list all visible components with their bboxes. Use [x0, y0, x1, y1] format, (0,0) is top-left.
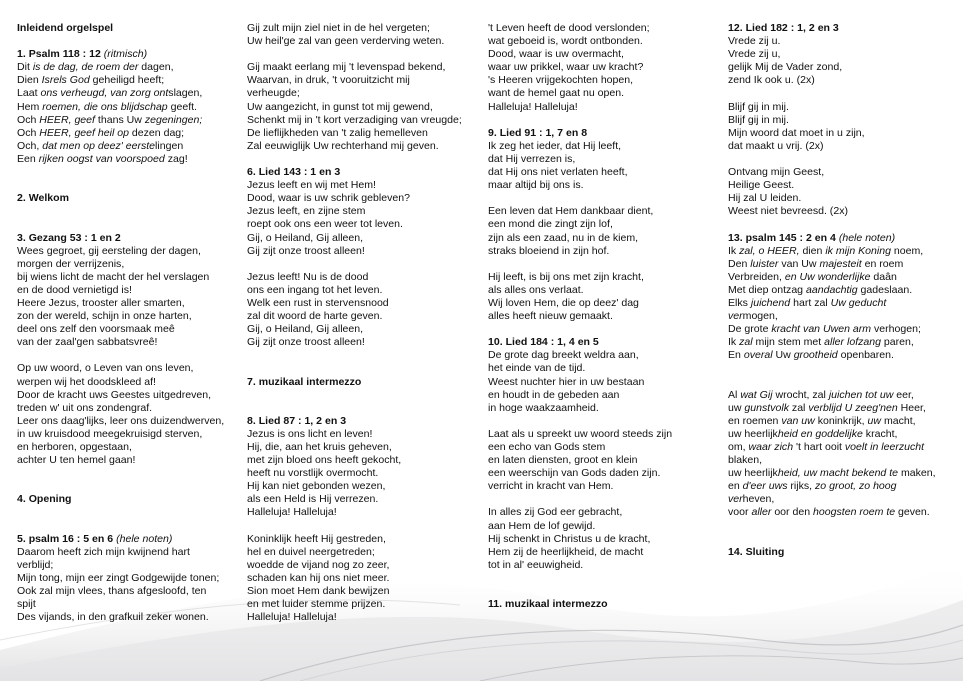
text-line: Koninklijk heeft Hij gestreden, [247, 532, 386, 545]
text-line [728, 480, 936, 493]
text-segment: Dien [17, 74, 42, 87]
text-line [728, 493, 936, 506]
blank-line [17, 166, 224, 179]
text-line: morgen der verrijzenis, [17, 257, 125, 270]
section-heading: 12. Lied 182 : 1, 2 en 3 [728, 22, 839, 34]
text-line: Halleluja! Halleluja! [247, 506, 337, 519]
text-segment: 5. psalm 16 : 5 en 6 [17, 532, 117, 545]
text-segment: kracht, [862, 427, 898, 440]
text-line: en met luider stemme prijzen. [247, 598, 386, 611]
text-line [17, 74, 224, 87]
italic-segment: zal, o HEER, [739, 244, 800, 257]
text-segment: geheiligd heeft; [89, 74, 165, 87]
blank-line [728, 153, 936, 166]
text-line: Weest nuchter hier in uw bestaan [488, 375, 645, 388]
text-line: want de hemel gaat nu open. [488, 87, 625, 100]
italic-segment: van uw [781, 414, 815, 427]
text-line: heeft nu vorstlijk overmocht. [247, 467, 379, 480]
text-line: en de dood vernietigd is! [17, 283, 132, 296]
text-segment: Ik [728, 244, 740, 257]
text-line: Gij zijt onze troost alleen! [247, 336, 365, 349]
text-line: Mijn woord dat moet in u zijn, [728, 126, 865, 139]
section-heading: 3. Gezang 53 : 1 en 2 [17, 231, 121, 244]
text-line: Mijn tong, mijn eer zingt Godgewijde tonen; [17, 571, 220, 584]
text-segment: geven. [895, 506, 930, 519]
text-segment: Och [17, 113, 40, 126]
text-line: Halleluja! Halleluja! [247, 611, 337, 624]
text-line: het einde van de tijd. [488, 362, 586, 375]
text-segment: Een [17, 152, 39, 165]
italic-segment: d'eer uws [742, 480, 788, 493]
text-segment: thans Uw [94, 113, 145, 126]
text-segment: Heer, [897, 401, 926, 414]
blank-line [488, 415, 672, 428]
text-line [17, 127, 224, 140]
italic-segment: rijken oogst van voorspoed [38, 152, 165, 165]
text-segment: en [728, 480, 743, 493]
text-segment: 13. psalm 145 : 2 en 4 [728, 231, 839, 244]
text-line: ons een ingang tot het leven. [247, 283, 383, 296]
text-line: hel en duivel neergetreden; [247, 545, 375, 558]
italic-segment: heid, uw macht bekend te [777, 467, 899, 480]
text-line: zijn als een zaad, nu in de kiem, [488, 231, 639, 244]
blank-line [247, 153, 462, 166]
text-line [17, 114, 224, 127]
italic-segment: ver [728, 493, 743, 506]
text-line: Ontvang mijn Geest, [728, 166, 825, 179]
text-segment: voor [728, 506, 752, 519]
text-line: verblijd; [17, 558, 54, 571]
blank-line [17, 205, 224, 218]
text-segment: uw heerlijk [728, 427, 778, 440]
text-line: Heilige Geest. [728, 179, 795, 192]
italic-segment: hoogsten roem te [813, 506, 896, 519]
blank-line [247, 349, 462, 362]
italic-segment: uw [867, 414, 882, 427]
text-line [728, 245, 936, 258]
text-segment: zal [788, 401, 809, 414]
text-line: straks bloeiend in zijn hof. [488, 244, 610, 257]
text-line: roept ook ons een weer tot leven. [247, 218, 403, 231]
text-line: blaken, [728, 454, 763, 467]
blank-line [488, 114, 672, 127]
text-segment: daân [870, 270, 897, 283]
text-segment: mogen, [742, 310, 778, 323]
text-line: Des vijands, in den grafkuil zeker wonen. [17, 611, 209, 624]
text-line: een weerschijn van Gods daden zijn. [488, 467, 661, 480]
text-segment: Ik [728, 336, 740, 349]
italic-segment: aller lofzang [824, 336, 881, 349]
blank-line [247, 389, 462, 402]
column-4 [728, 22, 936, 559]
text-line: een echo van Gods stem [488, 441, 606, 453]
text-line: Blijf gij in mij. [728, 113, 789, 126]
text-line [17, 533, 224, 546]
italic-segment: ik mijn Koning [825, 244, 891, 257]
text-segment: macht, [881, 414, 916, 427]
text-line: als alles ons verlaat. [488, 283, 584, 296]
column-1 [17, 22, 224, 624]
blank-line [17, 218, 224, 231]
text-line: tot in al' eeuwigheid. [488, 558, 584, 571]
blank-line [247, 48, 462, 61]
italic-segment: grootheid [793, 349, 838, 362]
text-segment: Uw [772, 349, 794, 362]
text-segment: Al [728, 388, 741, 401]
text-line: alles heeft nieuw gemaakt. [488, 310, 613, 323]
text-line: bij wiens licht de macht der hel verslagen [17, 270, 210, 283]
text-line [728, 310, 936, 323]
blank-line [17, 467, 224, 480]
italic-segment: is de dag, de roem der [32, 61, 139, 74]
section-heading: 2. Welkom [17, 192, 69, 205]
section-heading: 9. Lied 91 : 1, 7 en 8 [488, 126, 588, 139]
italic-segment: en Uw wonderlijke [784, 270, 871, 283]
blank-line [728, 218, 936, 231]
section-heading: 4. Opening [17, 493, 72, 506]
blank-line [488, 493, 672, 506]
blank-line [728, 362, 936, 375]
text-line [17, 101, 224, 114]
text-segment: rijks, [787, 480, 816, 493]
text-line: Daarom heeft zich mijn kwijnend hart [17, 545, 190, 558]
italic-segment: roemen, die ons blijdschap [42, 100, 168, 113]
text-line: Gij maakt eerlang mij 't levenspad bekend, [247, 61, 446, 74]
text-line: Jezus is ons licht en leven! [247, 427, 373, 440]
text-line: De lieflijkheden van 't zalig hemelleven [247, 126, 428, 139]
text-segment: Och [17, 126, 40, 139]
text-segment: hart zal [790, 296, 831, 309]
blank-line [488, 258, 672, 271]
text-segment: dezen dag; [128, 126, 185, 139]
blank-line [488, 192, 672, 205]
text-segment: geeft. [167, 100, 197, 113]
blank-line [17, 480, 224, 493]
italic-segment: Uw geducht [830, 296, 887, 309]
italic-segment: waar zich [748, 441, 794, 453]
italic-segment: luister [750, 257, 779, 270]
text-segment: Verbreiden, [728, 270, 785, 283]
blank-line [247, 520, 462, 533]
text-segment: De grote [728, 323, 772, 336]
text-line [17, 61, 224, 74]
blank-line [17, 506, 224, 519]
italic-segment: majesteit [819, 257, 862, 270]
text-line [728, 402, 936, 415]
italic-segment: HEER, geef heil op [39, 126, 129, 139]
text-line: Hij, die, aan het kruis geheven, [247, 441, 392, 453]
text-line: Op uw woord, o Leven van ons leven, [17, 362, 194, 375]
text-line [728, 506, 936, 519]
section-heading: 7. muzikaal intermezzo [247, 375, 362, 388]
text-segment: Den [728, 257, 751, 270]
section-heading: 10. Lied 184 : 1, 4 en 5 [488, 336, 599, 349]
text-line: aan Hem de lof gewijd. [488, 519, 596, 532]
section-heading: 14. Sluiting [728, 545, 785, 558]
text-line [728, 415, 936, 428]
text-line: Gij zult mijn ziel niet in de hel vergeten; [247, 22, 430, 34]
text-line: Door de kracht uws Geestes uitgedreven, [17, 388, 212, 401]
text-line: werpen wij het doodskleed af! [17, 375, 156, 388]
text-segment: paren, [881, 336, 914, 349]
text-line [728, 441, 936, 454]
text-line: spijt [17, 598, 36, 611]
text-line: Leer ons daag'lijks, leer ons duizendwerven, [17, 414, 225, 427]
text-line: Waarvan, in druk, 't vooruitzicht mij [247, 74, 410, 87]
text-segment: mijn stem met [752, 336, 825, 349]
text-line: deel ons zelf den voorsmaak meê [17, 323, 175, 336]
italic-segment: dat men op deez' eerste [42, 139, 156, 152]
text-segment: 't hart ooit [793, 441, 845, 453]
blank-line [247, 362, 462, 375]
text-line: Dood, waar is uw schrik gebleven? [247, 192, 410, 205]
section-heading: 8. Lied 87 : 1, 2 en 3 [247, 414, 347, 427]
text-line: maar altijd bij ons is. [488, 179, 584, 192]
italic-segment: aandachtig [805, 283, 858, 296]
text-line: Blijf gij in mij. [728, 100, 789, 113]
text-line: Uw heil'ge zal van geen verderving weten. [247, 35, 445, 48]
blank-line [488, 585, 672, 598]
section-heading: 11. muzikaal intermezzo [488, 598, 608, 611]
text-line: zon der wereld, schijn in onze harten, [17, 310, 192, 323]
text-segment: Dit [17, 61, 33, 74]
text-line [728, 428, 936, 441]
text-line [728, 232, 936, 245]
text-segment: slagen, [168, 87, 203, 100]
text-line: dat Hij ons niet verlaten heeft, [488, 166, 628, 179]
text-line: schaden kan hij ons niet meer. [247, 571, 390, 584]
text-line: Hij leeft, is bij ons met zijn kracht, [488, 270, 644, 283]
text-segment: verhogen; [871, 323, 921, 336]
text-line: Sion moet Hem dank bewijzen [247, 585, 390, 598]
italic-segment: juichend [750, 296, 791, 309]
text-segment: om, [728, 441, 749, 453]
blank-line [728, 533, 936, 546]
blank-line [247, 258, 462, 271]
text-line: Jezus leeft! Nu is de dood [247, 270, 369, 283]
text-line: Heere Jezus, trooster aller smarten, [17, 296, 185, 309]
text-line: Gij zijt onze troost alleen! [247, 244, 365, 257]
text-segment: uw [728, 401, 745, 414]
italic-segment: zo groot, zo hoog [815, 480, 897, 493]
text-segment: maken, [898, 467, 936, 480]
blank-line [488, 323, 672, 336]
text-line [728, 297, 936, 310]
text-line: woedde de vijand nog zo zeer, [247, 558, 390, 571]
text-segment: dagen, [138, 61, 174, 74]
text-line: Ook zal mijn vlees, thans afgesloofd, ten [17, 585, 207, 598]
text-line: Weest niet bevreesd. (2x) [728, 205, 848, 218]
text-segment: noem, [890, 244, 924, 257]
text-segment: Hem [17, 100, 43, 113]
text-line: in hoge waakzaamheid. [488, 401, 599, 414]
italic-segment: zegeningen; [144, 113, 203, 126]
text-line: als een Held is Hij verrezen. [247, 493, 379, 506]
text-segment: 1. Psalm 118 : 12 [17, 48, 104, 61]
blank-line [728, 87, 936, 100]
blank-line [17, 520, 224, 533]
text-line [728, 284, 936, 297]
text-line: Welk een rust in stervensnood [247, 296, 389, 309]
italic-segment: kracht van Uwen arm [771, 323, 872, 336]
column-2 [247, 22, 462, 624]
column-3 [488, 22, 672, 611]
text-line: zend Ik ook u. (2x) [728, 74, 815, 87]
text-segment: eer, [893, 388, 914, 401]
italic-segment: HEER, geef [39, 113, 95, 126]
text-line [728, 258, 936, 271]
text-line [728, 349, 936, 362]
text-line: met zijn bloed ons heeft gekocht, [247, 454, 402, 467]
text-line: dat maakt u vrij. (2x) [728, 139, 824, 152]
text-line: Een leven dat Hem dankbaar dient, [488, 205, 654, 218]
text-line [728, 389, 936, 402]
italic-segment: ons verheugd, van zorg ont [40, 87, 169, 100]
text-line: dat Hij verrezen is, [488, 152, 576, 165]
italic-segment: (hele noten) [116, 532, 173, 545]
text-line [728, 271, 936, 284]
italic-segment: verblijd U zeeg'nen [808, 401, 898, 414]
text-line: In alles zij God eer gebracht, [488, 506, 623, 519]
text-segment: lingen [155, 139, 184, 152]
text-line: Vrede zij u. [728, 35, 781, 48]
text-line: Wij loven Hem, die op deez' dag [488, 296, 639, 309]
text-line: Hem zij de heerlijkheid, de macht [488, 545, 644, 558]
text-line: Halleluja! Halleluja! [488, 100, 578, 113]
text-line [728, 323, 936, 336]
text-segment: Elks [728, 296, 751, 309]
text-line [17, 140, 224, 153]
text-line: Jezus leeft, en zijne stem [247, 205, 366, 218]
text-segment: En [728, 349, 744, 362]
blank-line [728, 520, 936, 533]
text-line: Uw aangezicht, in gunst tot mij gewend, [247, 100, 433, 113]
italic-segment: (hele noten) [838, 231, 896, 244]
italic-segment: heid en goddelijke [777, 427, 863, 440]
text-segment: uw heerlijk [728, 467, 778, 480]
italic-segment: juichen tot uw [828, 388, 894, 401]
text-segment: zag! [164, 152, 188, 165]
text-segment: van Uw [778, 257, 820, 270]
text-segment: Met diep ontzag [728, 283, 806, 296]
text-segment: Och, [17, 139, 43, 152]
text-segment: openbaren. [837, 349, 894, 362]
text-line [17, 87, 224, 100]
blank-line [488, 572, 672, 585]
text-line: en houdt in de gebeden aan [488, 388, 620, 401]
text-line: Jezus leeft en wij met Hem! [247, 179, 376, 192]
text-line [728, 336, 936, 349]
text-line: treden w' uit ons zondengraf. [17, 401, 153, 414]
text-line: een mond die zingt zijn lof, [488, 218, 613, 231]
text-line: verricht in kracht van Hem. [488, 480, 614, 493]
text-line: en laten diensten, groot en klein [488, 454, 638, 467]
text-segment: koninkrijk, [814, 414, 868, 427]
text-line [17, 48, 224, 61]
text-segment: gadeslaan. [857, 283, 913, 296]
text-line: van der zaal'gen sabbatsvreê! [17, 336, 158, 349]
text-line [17, 153, 224, 166]
italic-segment: voelt in leerzucht [844, 441, 925, 453]
text-segment: oor den [771, 506, 814, 519]
blank-line [728, 376, 936, 389]
text-segment: Laat [17, 87, 41, 100]
text-line: Wees gegroet, gij eersteling der dagen, [17, 244, 201, 257]
text-line: verheugde; [247, 87, 300, 100]
text-line: Ik zeg het ieder, dat Hij leeft, [488, 139, 622, 152]
text-line: zal dit woord de harte geven. [247, 310, 383, 323]
italic-segment: Isrels God [41, 74, 90, 87]
text-line: Dood, waar is uw overmacht, [488, 48, 624, 61]
text-line: 's Heeren vrijgekochten hopen, [488, 74, 634, 87]
italic-segment: ver [728, 310, 743, 323]
text-line: De grote dag breekt weldra aan, [488, 349, 639, 362]
italic-segment: overal [743, 349, 773, 362]
text-line: achter U ten hemel gaan! [17, 454, 136, 467]
text-segment: wrocht, zal [772, 388, 829, 401]
text-segment: dien [799, 244, 826, 257]
text-line: en herboren, opgestaan, [17, 441, 132, 453]
blank-line [17, 179, 224, 192]
text-line: Zal eeuwiglijk Uw rechterhand mij geven. [247, 139, 439, 152]
text-line: waar uw prikkel, waar uw kracht? [488, 61, 644, 74]
italic-segment: aller [751, 506, 772, 519]
blank-line [17, 35, 224, 48]
italic-segment: zal [739, 336, 753, 349]
section-heading: Inleidend orgelspel [17, 22, 114, 34]
italic-segment: gunstvolk [744, 401, 789, 414]
text-line [728, 467, 936, 480]
italic-segment: wat Gij [740, 388, 773, 401]
text-line: in uw kruisdood meegekruisigd sterven, [17, 427, 203, 440]
section-heading: 6. Lied 143 : 1 en 3 [247, 166, 341, 179]
text-segment: heven, [742, 493, 775, 506]
blank-line [247, 402, 462, 415]
text-line: Schenkt mij in 't kort verzadiging van vreugde; [247, 113, 462, 126]
text-line: gelijk Mij de Vader zond, [728, 61, 843, 74]
text-line: Laat als u spreekt uw woord steeds zijn [488, 427, 673, 440]
text-line: Hij schenkt in Christus u de kracht, [488, 532, 651, 545]
text-segment: en roemen [728, 414, 782, 427]
text-line: Hij kan niet gebonden wezen, [247, 480, 386, 493]
italic-segment: (ritmisch) [103, 48, 148, 61]
blank-line [17, 349, 224, 362]
text-line: Vrede zij u, [728, 48, 781, 61]
text-line: 't Leven heeft de dood verslonden; [488, 22, 650, 34]
text-segment: en roem [861, 257, 904, 270]
text-line: wat geboeid is, wordt ontbonden. [488, 35, 643, 48]
text-line: Gij, o Heiland, Gij alleen, [247, 323, 364, 336]
text-line: Hij zal U leiden. [728, 192, 802, 205]
text-line: Gij, o Heiland, Gij alleen, [247, 231, 364, 244]
